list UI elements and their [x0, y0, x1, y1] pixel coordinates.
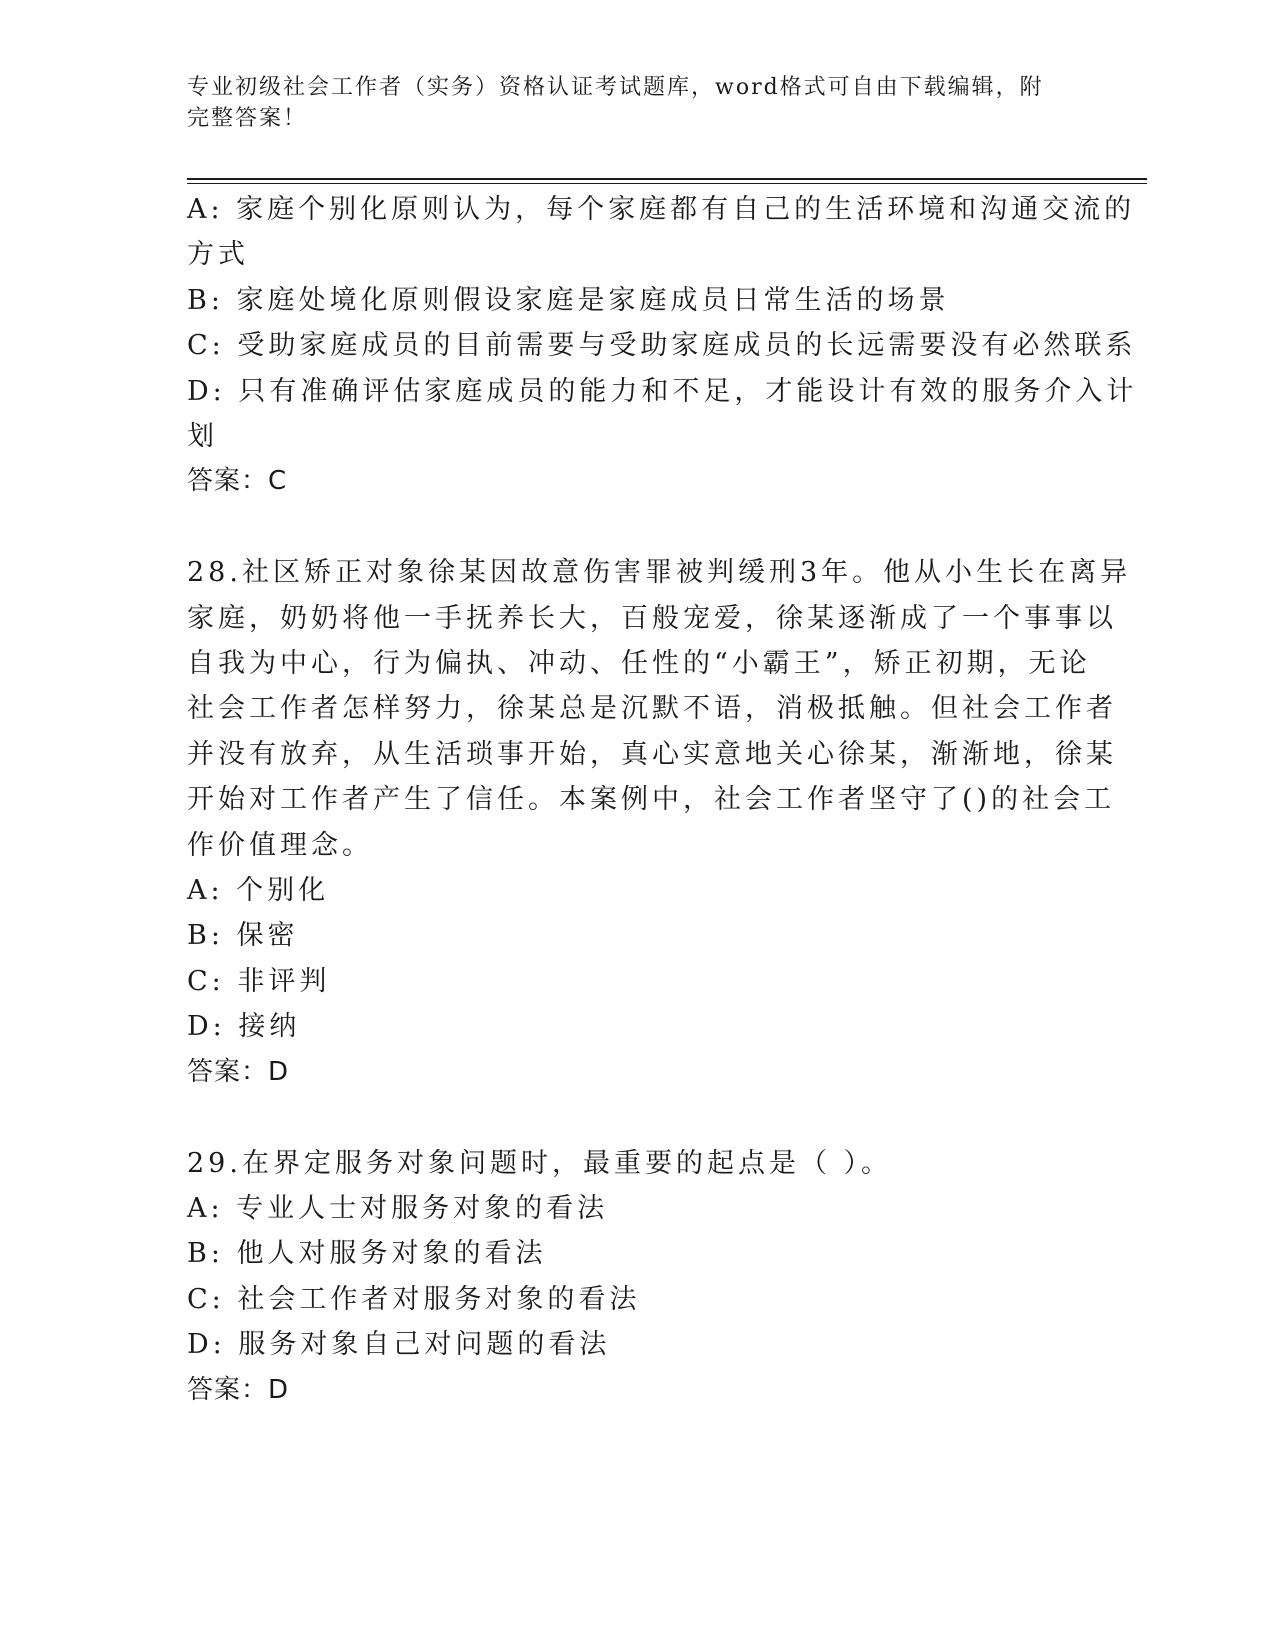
q28-stem-line-1: 28.社区矫正对象徐某因故意伤害罪被判缓刑3年。他从小生长在离异 [187, 557, 1132, 589]
q29-option-c: C: 社会工作者对服务对象的看法 [187, 1283, 641, 1315]
header-line-2: 完整答案！ [187, 106, 308, 131]
question-29-block [187, 1141, 1087, 1413]
q29-option-a: A: 专业人士对服务对象的看法 [187, 1192, 609, 1224]
q28-stem-line-3: 自我为中心，行为偏执、冲动、任性的“小霸王”，矫正初期，无论 [187, 648, 1091, 680]
q27-option-b: B: 家庭处境化原则假设家庭是家庭成员日常生活的场景 [187, 284, 950, 316]
spacer [187, 505, 1087, 550]
q27-option-a-line-1: A: 家庭个别化原则认为，每个家庭都有自己的生活环境和沟通交流的 [187, 194, 1136, 225]
q29-option-b: B: 他人对服务对象的看法 [187, 1238, 547, 1270]
q28-stem-line-6: 开始对工作者产生了信任。本案例中，社会工作者坚守了()的社会工 [187, 784, 1116, 816]
q28-stem-line-2: 家庭，奶奶将他一手抚养长大，百般宠爱，徐某逐渐成了一个事事以 [187, 602, 1117, 634]
q28-option-b: B: 保密 [187, 920, 299, 952]
q27-option-a-line-2: 方式 [187, 239, 249, 271]
q27-option-c: C: 受助家庭成员的目前需要与受助家庭成员的长远需要没有必然联系 [187, 330, 1137, 362]
spacer [187, 1095, 1087, 1140]
q28-option-c: C: 非评判 [187, 965, 331, 997]
q28-option-a: A: 个别化 [187, 875, 330, 907]
q28-answer: 答案：D [187, 1056, 290, 1087]
q28-option-d: D: 接纳 [187, 1011, 301, 1043]
q28-stem-line-7: 作价值理念。 [187, 829, 373, 861]
question-content [187, 187, 1138, 1413]
page-header [187, 72, 1067, 134]
q29-answer: 答案：D [187, 1374, 290, 1405]
q29-stem: 29.在界定服务对象问题时，最重要的起点是（ ）。 [187, 1147, 893, 1179]
q28-stem-line-4: 社会工作者怎样努力，徐某总是沉默不语，消极抵触。但社会工作者 [187, 693, 1117, 725]
q29-option-d: D: 服务对象自己对问题的看法 [187, 1329, 611, 1361]
header-divider-thin [187, 183, 1147, 184]
header-divider-thick [187, 178, 1147, 180]
q27-option-d-line-2: 划 [187, 421, 218, 453]
header-line-1: 专业初级社会工作者（实务）资格认证考试题库，word格式可自由下载编辑，附 [187, 75, 1044, 100]
q28-stem-line-5: 并没有放弃，从生活琐事开始，真心实意地关心徐某，渐渐地，徐某 [187, 738, 1117, 770]
q27-answer: 答案：C [187, 466, 288, 497]
q27-option-d-line-1: D: 只有准确评估家庭成员的能力和不足，才能设计有效的服务介入计 [187, 375, 1138, 407]
question-28-block [187, 550, 1132, 1095]
question-27-block [187, 187, 1138, 505]
